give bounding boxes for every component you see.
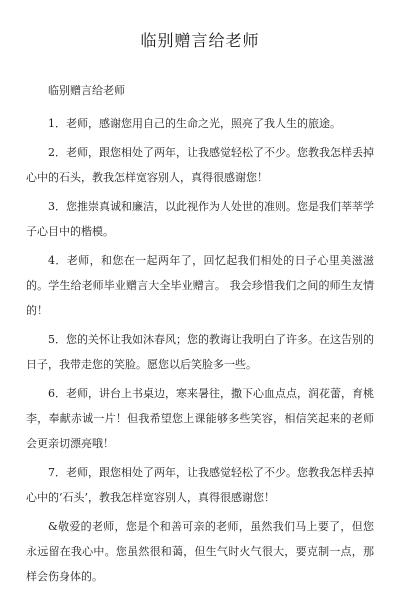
paragraph-7: 7．老师，跟您相处了两年，让我感觉轻松了不少。您教我怎样丢掉心中的‘石头’，教我怎样宽容别人，真得很感谢您！ — [26, 466, 374, 504]
paragraph-1: 1．老师，感谢您用自己的生命之光，照亮了我人生的旅途。 — [48, 117, 341, 130]
paragraph-6: 6．老师，讲台上书桌边，寒来暑往，撒下心血点点，润花蕾，育桃李，奉献赤诚一片！但我希望您上课能够多些笑容，相信笑起来的老师会更亲切漂亮哦！ — [26, 387, 374, 450]
page-title: 临别赠言给老师 — [140, 31, 260, 50]
paragraph-2: 2．老师，跟您相处了两年，让我感觉轻松了不少。您教我怎样丢掉心中的石头，教我怎样宽容别人，真得很感谢您！ — [26, 146, 374, 184]
document-subtitle: 临别赠言给老师 — [48, 84, 125, 97]
paragraph-4: 4．老师，和您在一起两年了，回忆起我们相处的日子心里美滋滋的。学生给老师毕业赠言大全毕业赠言。 我会珍惜我们之间的师生友情的！ — [26, 254, 374, 317]
paragraph-8: &敬爱的老师，您是个和善可亲的老师，虽然我们马上要了，但您永远留在我心中。您虽然很和蔼，但生气时火气很大，要克制一点，那样会伤身体的。 — [26, 520, 374, 583]
paragraph-3: 3．您推崇真诚和廉洁，以此视作为人处世的准则。您是我们莘莘学子心目中的楷模。 — [26, 200, 374, 238]
paragraph-5: 5．您的关怀让我如沐春风；您的教诲让我明白了许多。在这告别的日子，我带走您的笑脸。愿您以后笑脸多一些。 — [26, 333, 374, 371]
